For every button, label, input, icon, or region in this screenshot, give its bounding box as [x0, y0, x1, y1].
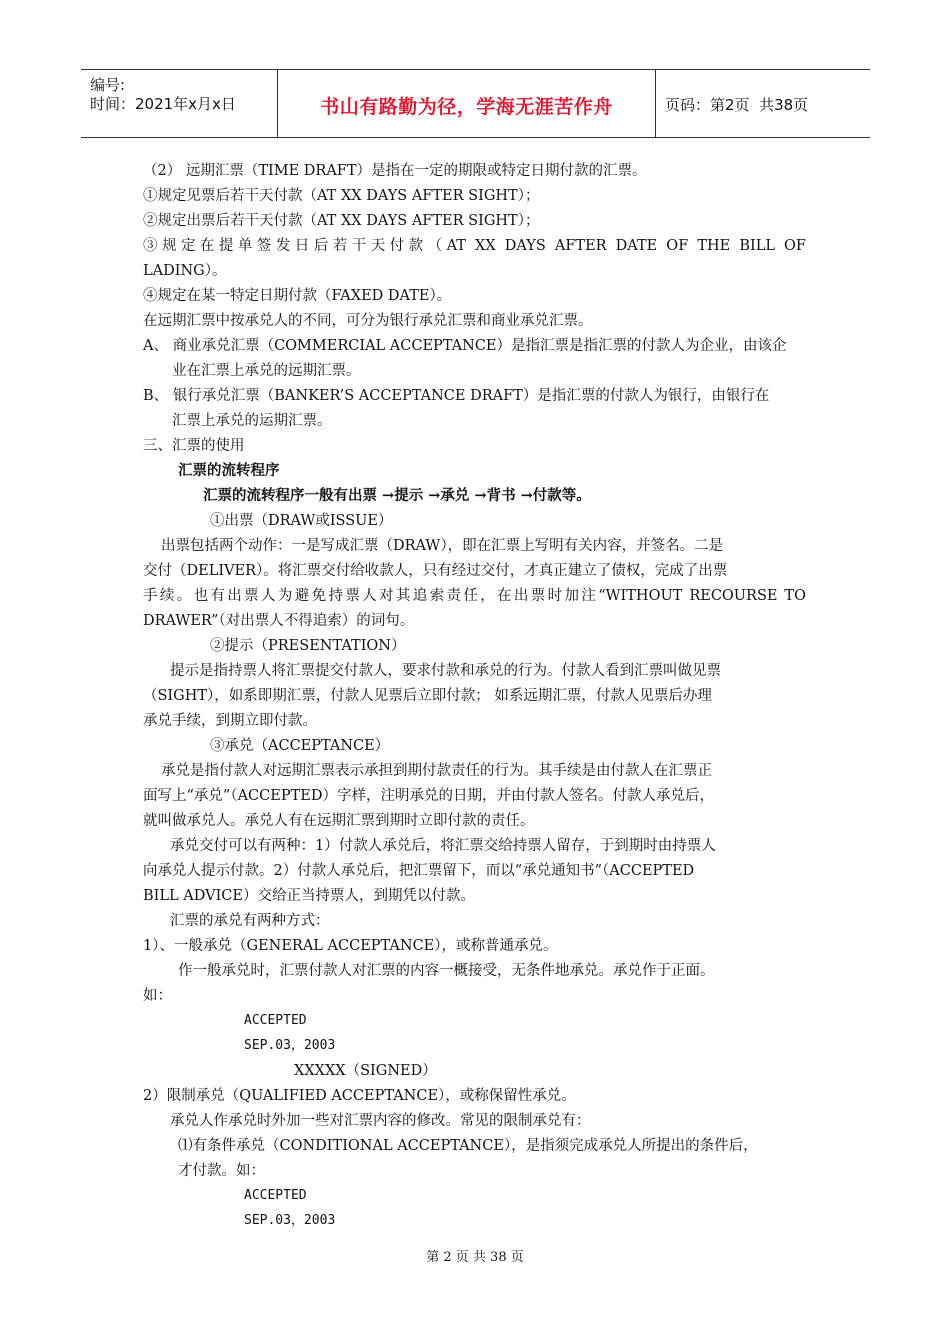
example-date: SEP.03，2003	[244, 1213, 336, 1228]
text-line: 在远期汇票中按承兑人的不同，可分为银行承兑汇票和商业承兑汇票。	[143, 313, 593, 329]
text-line: 手续。也有出票人为避免持票人对其追索责任，在出票时加注“WITHOUT RECOURSE TO	[143, 588, 806, 604]
text-line: 业在汇票上承兑的远期汇票。	[172, 363, 361, 379]
text-line: 承兑交付可以有两种：1）付款人承兑后，将汇票交给持票人留存，于到期时由持票人	[170, 838, 716, 854]
flow-summary: 汇票的流转程序一般有出票 →提示 →承兑 →背书 →付款等。	[203, 487, 591, 504]
header-info-cell	[81, 70, 278, 137]
example-accepted: ACCEPTED	[244, 1188, 307, 1203]
text-line: DRAWER”（对出票人不得追索）的词句。	[143, 613, 415, 629]
text-line: 交付（DELIVER）。将汇票交付给收款人，只有经过交付，才真正建立了债权，完成了出票	[143, 563, 728, 579]
text-line: 2）限制承兑（QUALIFIED ACCEPTANCE），或称保留性承兑。	[143, 1088, 576, 1104]
item-heading-acceptance: ③承兑（ACCEPTANCE）	[210, 738, 390, 754]
header-page-cell	[656, 70, 870, 137]
item-heading-draw: ①出票（DRAW或ISSUE）	[210, 513, 393, 529]
text-line: 向承兑人提示付款。2）付款人承兑后，把汇票留下，而以“承兑通知书”（ACCEPTED	[143, 863, 695, 879]
example-date: SEP.03，2003	[244, 1038, 336, 1053]
section-heading: 三、汇票的使用	[143, 438, 245, 454]
text-line: ②规定出票后若干天付款（AT XX DAYS AFTER SIGHT）；	[143, 213, 540, 229]
text-line: LADING）。	[143, 263, 227, 279]
text-line: 汇票上承兑的运期汇票。	[172, 413, 332, 429]
subsection-heading: 汇票的流转程序	[178, 462, 280, 479]
text-line: ①规定见票后若干天付款（AT XX DAYS AFTER SIGHT）；	[143, 188, 540, 204]
text-line: 承兑人作承兑时外加一些对汇票内容的修改。常见的限制承兑有：	[170, 1113, 591, 1129]
header-motto-cell	[278, 70, 656, 137]
header-motto: 书山有路勤为径，学海无涯苦作舟	[320, 96, 613, 118]
page-header	[81, 69, 870, 138]
text-line: 提示是指持票人将汇票提交付款人，要求付款和承兑的行为。付款人看到汇票叫做见票	[170, 663, 721, 679]
document-time-label: 时间：2021年x月x日	[90, 95, 236, 113]
text-line: 汇票的承兑有两种方式：	[170, 913, 330, 929]
document-number-label: 编号:	[90, 76, 126, 94]
text-line: 承兑手续，到期立即付款。	[143, 713, 317, 729]
text-line: 出票包括两个动作：一是写成汇票（DRAW），即在汇票上写明有关内容，并签名。二是	[161, 538, 724, 554]
text-line: BILL ADVICE）交给正当持票人，到期凭以付款。	[143, 888, 475, 904]
header-page-label: 页码：第2页 共38页	[665, 96, 809, 114]
example-signature: XXXXX（SIGNED）	[294, 1063, 437, 1079]
item-heading-presentation: ②提示（PRESENTATION）	[210, 638, 406, 654]
text-line: （SIGHT），如系即期汇票，付款人见票后立即付款； 如系远期汇票，付款人见票后办理	[143, 688, 712, 704]
page-footer: 第 2 页 共 38 页	[426, 1250, 524, 1265]
text-line: ④规定在某一特定日期付款（FAXED DATE）。	[143, 288, 452, 304]
text-line: （2） 远期汇票（TIME DRAFT）是指在一定的期限或特定日期付款的汇票。	[143, 163, 647, 179]
text-line: ⑴有条件承兑（CONDITIONAL ACCEPTANCE），是指须完成承兑人所提出的条件后，	[178, 1138, 758, 1154]
text-line: 就叫做承兑人。承兑人有在远期汇票到期时立即付款的责任。	[143, 813, 535, 829]
text-line: 承兑是指付款人对远期汇票表示承担到期付款责任的行为。其手续是由付款人在汇票正	[161, 763, 712, 779]
example-accepted: ACCEPTED	[244, 1013, 307, 1028]
text-line: B、 银行承兑汇票（BANKER’S ACCEPTANCE DRAFT）是指汇票的付款人为银行，由银行在	[143, 388, 770, 404]
text-line: 作一般承兑时，汇票付款人对汇票的内容一概接受，无条件地承兑。承兑作于正面。	[178, 963, 715, 979]
text-line: 1）、一般承兑（GENERAL ACCEPTANCE），或称普通承兑。	[143, 938, 558, 954]
text-line: 才付款。如：	[178, 1163, 265, 1179]
text-line: A、 商业承兑汇票（COMMERCIAL ACCEPTANCE）是指汇票是指汇票的付款人为企业，由该企	[143, 338, 787, 354]
text-line: ③规定在提单签发日后若干天付款（AT XX DAYS AFTER DATE OF THE BILL OF	[143, 238, 806, 254]
text-line: 如：	[143, 988, 172, 1004]
text-line: 面写上“承兑”（ACCEPTED）字样，注明承兑的日期，并由付款人签名。付款人承兑后，	[143, 788, 714, 804]
